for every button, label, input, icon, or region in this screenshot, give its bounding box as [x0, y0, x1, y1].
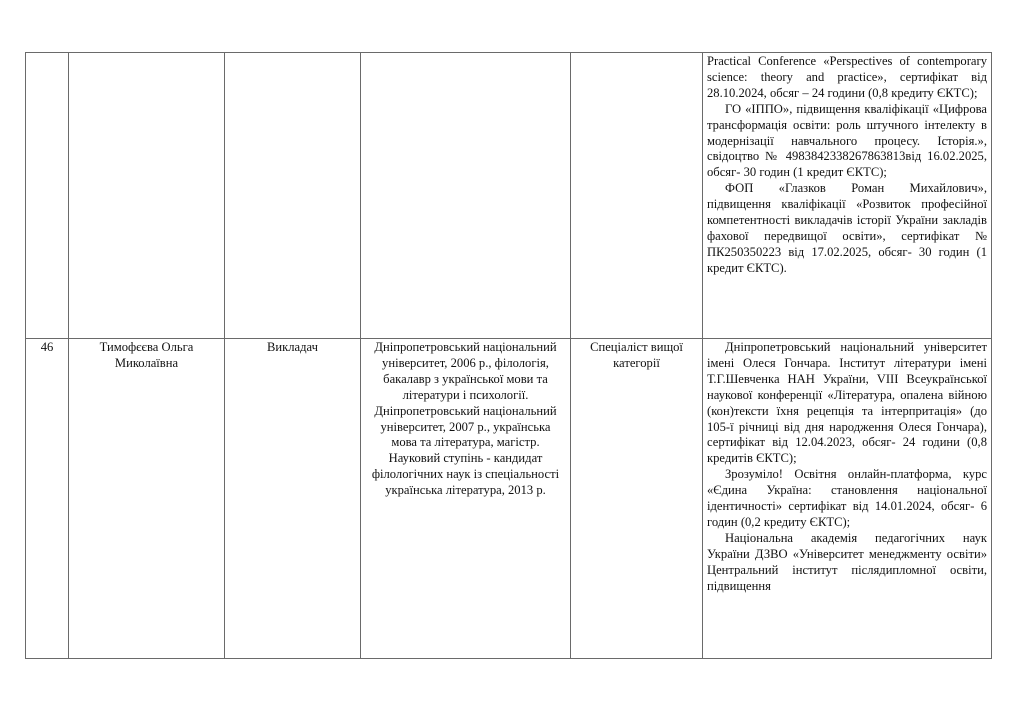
position-cell: Викладач: [225, 339, 361, 659]
training-entry: Зрозуміло! Освітня онлайн-платформа, курс «Єдина Україна: становлення національної ідентичності» сертифікат від 14.01.2024, обсяг- 6 годин (0,2 кредиту ЄКТС);: [707, 467, 987, 529]
row-number-cell: [26, 53, 69, 339]
training-entry: ГО «ІППО», підвищення кваліфікації «Цифрова трансформація освіти: роль штучного інтелекту в модернізації навчального процесу. Історія.», свідоцтво № 4983842338267863813від 16.02.2025, обсяг- 30 годин (1 кредит ЄКТС);: [707, 101, 987, 180]
name-cell: Тимофєєва Ольга Миколаївна: [69, 339, 225, 659]
training-entry: Дніпропетровський національний університет імені Олеся Гончара. Інститут літератури імені Т.Г.Шевченка НАН України, VIII Всеукраїнської наукової конференції «Література, опалена війною (кон)тексти їхня рецепція та інтерпритація» (до 105-ї річниці від дня народження Олеся Гончара), сертифікат від 12.04.2023, обсяг- 24 години (0,8 кредитів ЄКТС);: [707, 340, 987, 466]
training-entry: ФОП «Глазков Роман Михайлович», підвищення кваліфікації «Розвиток професійної компетентності викладачів історії України закладів фахової передвищої освіти», сертифікат № ПК250350223 від 17.02.2025, обсяг- 30 годин (1 кредит ЄКТС).: [707, 181, 987, 275]
training-cell: [703, 53, 992, 339]
education-cell: [361, 53, 571, 339]
training-cell: [703, 339, 992, 659]
table-row: [26, 53, 992, 339]
staff-table: [25, 52, 992, 659]
table-row: [26, 339, 992, 659]
row-number-cell: 46: [26, 339, 69, 659]
education-cell: Дніпропетровський національний університет, 2006 р., філологія, бакалавр з української мови та літератури і психології. Дніпропетровський національний університет, 2007 р., українська мова та література, магістр. Науковий ступінь - кандидат філологічних наук із спеціальності українська література, 2013 р.: [361, 339, 571, 659]
name-cell: [69, 53, 225, 339]
category-cell: [571, 53, 703, 339]
category-cell: Спеціаліст вищої категорії: [571, 339, 703, 659]
position-cell: [225, 53, 361, 339]
training-entry: Національна академія педагогічних наук України ДЗВО «Університет менеджменту освіти» Центральний інститут післядипломної освіти, підвищення: [707, 530, 987, 593]
training-entry: Practical Conference «Perspectives of contemporary science: theory and practice», сертифікат від 28.10.2024, обсяг – 24 години (0,8 кредиту ЄКТС);: [707, 54, 987, 100]
